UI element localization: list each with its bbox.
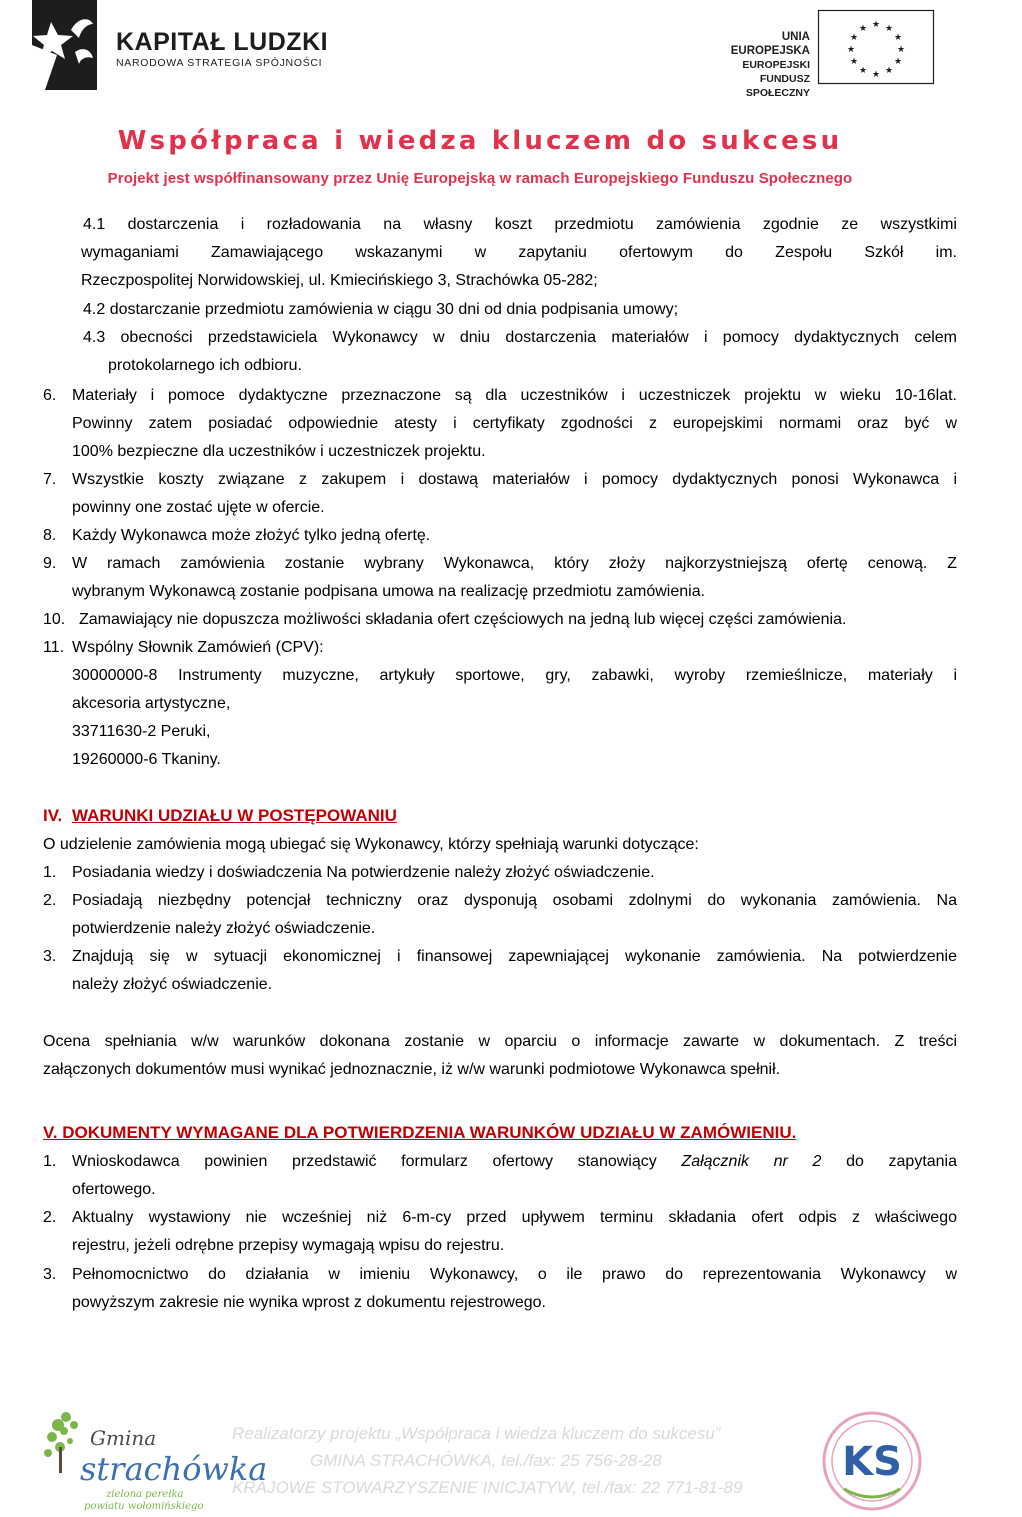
gmina-strachowka-logo xyxy=(40,1405,268,1513)
footer-realizers xyxy=(232,1420,792,1501)
document-3-line-1 xyxy=(43,1261,957,1289)
condition-3-line-2: należy złożyć oświadczenie. xyxy=(72,976,273,993)
svg-text:★: ★ xyxy=(893,33,903,43)
ks-letters: KS xyxy=(842,1439,902,1485)
item-6-line-3: 100% bezpieczne dla uczestników i uczestniczek projektu. xyxy=(72,443,486,460)
item-4-3-line-1 xyxy=(83,324,957,352)
item-4-3-line-2: protokolarnego ich odbioru. xyxy=(108,357,302,374)
project-slogan: Współpraca i wiedza kluczem do sukcesu xyxy=(117,126,843,156)
assessment-line-2: załączonych dokumentów musi wynikać jednoznacznie, iż w/w warunki podmiotowe Wykonawca spełnił. xyxy=(43,1061,781,1078)
svg-text:★: ★ xyxy=(893,57,903,67)
item-text: Wspólny Słownik Zamówień (CPV): xyxy=(72,639,324,656)
item-4-1-line-3: Rzeczpospolitej Norwidowskiej, ul. Kmiecińskiego 3, Strachówka 05-282; xyxy=(81,272,598,289)
condition-2-line-2: potwierdzenie należy złożyć oświadczenie. xyxy=(72,920,376,937)
kl-title: KAPITAŁ LUDZKI xyxy=(116,28,329,56)
item-text: Znajdują się w sytuacji ekonomicznej i finansowej zapewniającej wykonanie zamówienia. Na potwierdzenie xyxy=(72,948,957,965)
krajowe-stowarzyszenie-logo xyxy=(820,1409,924,1513)
svg-text:★: ★ xyxy=(858,24,868,34)
item-text: Pełnomocnictwo do działania w imieniu Wykonawcy, o ile prawo do reprezentowania Wykonawcy w xyxy=(72,1266,957,1283)
eu-line-1: UNIA EUROPEJSKA xyxy=(730,31,810,57)
page-footer xyxy=(0,1395,960,1517)
item-number: 6. xyxy=(43,387,57,404)
item-number: 7. xyxy=(43,471,57,488)
item-text: Każdy Wykonawca może złożyć tylko jedną ofertę. xyxy=(72,527,431,544)
item-7-line-1 xyxy=(43,466,957,494)
footer-line-2: GMINA STRACHÓWKA, tel./fax: 25 756-28-28 xyxy=(310,1451,662,1470)
item-text: Materiały i pomoce dydaktyczne przeznaczone są dla uczestników i uczestniczek projektu w wieku 10-16lat. xyxy=(72,387,957,404)
attachment-reference: Załącznik nr 2 xyxy=(681,1153,822,1170)
document-1-line-2: ofertowego. xyxy=(72,1181,156,1198)
cpv-code-3: 19260000-6 Tkaniny. xyxy=(72,751,221,768)
item-text: dostarczenia i rozładowania na własny koszt przedmiotu zamówienia zgodnie ze wszystkimi xyxy=(127,216,957,233)
item-text: W ramach zamówienia zostanie wybrany Wykonawca, który złoży najkorzystniejszą ofertę cenową. Z xyxy=(72,555,957,572)
svg-text:★: ★ xyxy=(846,45,856,55)
item-text: Posiadania wiedzy i doświadczenia Na potwierdzenie należy złożyć oświadczenie. xyxy=(72,864,655,881)
document-1-line-1 xyxy=(43,1148,957,1176)
item-text: Zamawiający nie dopuszcza możliwości składania ofert częściowych na jedną lub więcej części zamówienia. xyxy=(79,611,847,628)
eu-line-3: FUNDUSZ SPOŁECZNY xyxy=(745,73,810,99)
item-4-1-line-1 xyxy=(83,211,957,239)
document-2-line-2: rejestru, jeżeli odrębne przepisy wymagają wpisu do rejestru. xyxy=(72,1237,505,1254)
gmina-name: strachówka xyxy=(80,1450,268,1488)
svg-text:★: ★ xyxy=(884,66,894,76)
svg-text:★: ★ xyxy=(884,24,894,34)
condition-1 xyxy=(43,859,957,887)
gmina-tagline-1: zielona perełka xyxy=(106,1489,184,1500)
gmina-word: Gmina xyxy=(90,1426,157,1450)
item-7-line-2: powinny one zostać ujęte w ofercie. xyxy=(72,499,325,516)
item-text: do zapytania xyxy=(846,1153,958,1170)
condition-2-line-1 xyxy=(43,887,957,915)
heading-text: WARUNKI UDZIAŁU W POSTĘPOWANIU xyxy=(72,806,397,825)
svg-text:★: ★ xyxy=(871,70,881,80)
document-3-line-2: powyższym zakresie nie wynika wprost z dokumentu rejestrowego. xyxy=(72,1294,546,1311)
page-header xyxy=(0,0,960,200)
item-number: 4.1 xyxy=(83,216,106,233)
item-4-1-line-2: wymaganiami Zamawiającego wskazanymi w zapytaniu ofertowym do Zespołu Szkół im. xyxy=(81,244,957,261)
item-number: 4.3 xyxy=(83,329,106,346)
item-4-2 xyxy=(83,296,997,324)
eu-wordmark xyxy=(712,30,810,100)
item-number: 10. xyxy=(43,611,66,628)
item-number: 2. xyxy=(43,1209,57,1226)
item-9-line-1 xyxy=(43,550,957,578)
kapital-ludzki-logo xyxy=(27,0,97,90)
heading-number: IV. xyxy=(43,806,63,825)
item-number: 9. xyxy=(43,555,57,572)
item-6-line-1 xyxy=(43,382,957,410)
item-10 xyxy=(43,606,957,634)
svg-text:★: ★ xyxy=(858,66,868,76)
svg-text:★: ★ xyxy=(871,20,881,30)
gmina-tagline-2: powiatu wołomińskiego xyxy=(84,1501,204,1512)
cpv-code-1-line-2: akcesoria artystyczne, xyxy=(72,695,231,712)
footer-line-3: KRAJOWE STOWARZYSZENIE INICJATYW, tel./fax: 22 771-81-89 xyxy=(232,1478,743,1497)
kapital-ludzki-wordmark xyxy=(116,28,328,69)
item-number: 8. xyxy=(43,527,57,544)
item-number: 4.2 xyxy=(83,301,106,318)
item-text: obecności przedstawiciela Wykonawcy w dniu dostarczenia materiałów i pomocy dydaktycznych celem xyxy=(120,329,957,346)
item-number: 1. xyxy=(43,864,57,881)
item-number: 11. xyxy=(43,639,65,656)
conditions-intro: O udzielenie zamówienia mogą ubiegać się Wykonawcy, którzy spełniają warunki dotyczące: xyxy=(43,836,699,853)
item-text: dostarczanie przedmiotu zamówienia w ciągu 30 dni od dnia podpisania umowy; xyxy=(109,301,679,318)
document-2-line-1 xyxy=(43,1204,957,1232)
cpv-code-2: 33711630-2 Peruki, xyxy=(72,723,211,740)
section-iv-heading xyxy=(43,802,957,830)
condition-3-line-1 xyxy=(43,943,957,971)
eu-line-2: EUROPEJSKI xyxy=(742,59,810,71)
eu-flag-icon xyxy=(818,10,934,84)
kl-subtitle: NARODOWA STRATEGIA SPÓJNOŚCI xyxy=(116,57,323,69)
svg-text:★: ★ xyxy=(849,33,859,43)
item-text: Aktualny wystawiony nie wcześniej niż 6-m-cy przed upływem terminu składania ofert odpis z właściwego xyxy=(72,1209,957,1226)
item-text: Posiadają niezbędny potencjał techniczny oraz dysponują osobami zdolnymi do wykonania zamówienia. Na xyxy=(72,892,957,909)
item-number: 3. xyxy=(43,948,57,965)
item-number: 2. xyxy=(43,892,57,909)
item-8 xyxy=(43,522,957,550)
svg-text:★: ★ xyxy=(896,45,906,55)
svg-text:★: ★ xyxy=(849,57,859,67)
item-6-line-2: Powinny zatem posiadać odpowiednie atesty i certyfikaty zgodności z europejskimi normami oraz być w xyxy=(72,415,957,432)
cofinancing-line: Projekt jest współfinansowany przez Unię Europejską w ramach Europejskiego Funduszu Społecznego xyxy=(107,170,853,187)
item-number: 1. xyxy=(43,1153,57,1170)
item-text: Wnioskodawca powinien przedstawić formularz ofertowy stanowiący xyxy=(72,1153,657,1170)
item-9-line-2: wybranym Wykonawcą zostanie podpisana umowa na realizację przedmiotu zamówienia. xyxy=(72,583,706,600)
cpv-code-1-line-1: 30000000-8 Instrumenty muzyczne, artykuły sportowe, gry, zabawki, wyroby rzemieślnicze, materiały i xyxy=(72,667,957,684)
item-text: Wszystkie koszty związane z zakupem i dostawą materiałów i pomocy dydaktycznych ponosi Wykonawca i xyxy=(72,471,957,488)
assessment-line-1: Ocena spełniania w/w warunków dokonana zostanie w oparciu o informacje zawarte w dokumentach. Z treści xyxy=(43,1033,957,1050)
section-v-heading: V. DOKUMENTY WYMAGANE DLA POTWIERDZENIA WARUNKÓW UDZIAŁU W ZAMÓWIENIU. xyxy=(43,1123,797,1142)
item-number: 3. xyxy=(43,1266,57,1283)
item-11 xyxy=(43,634,957,662)
footer-line-1: Realizatorzy projektu „Współpraca i wiedza kluczem do sukcesu” xyxy=(232,1424,721,1443)
